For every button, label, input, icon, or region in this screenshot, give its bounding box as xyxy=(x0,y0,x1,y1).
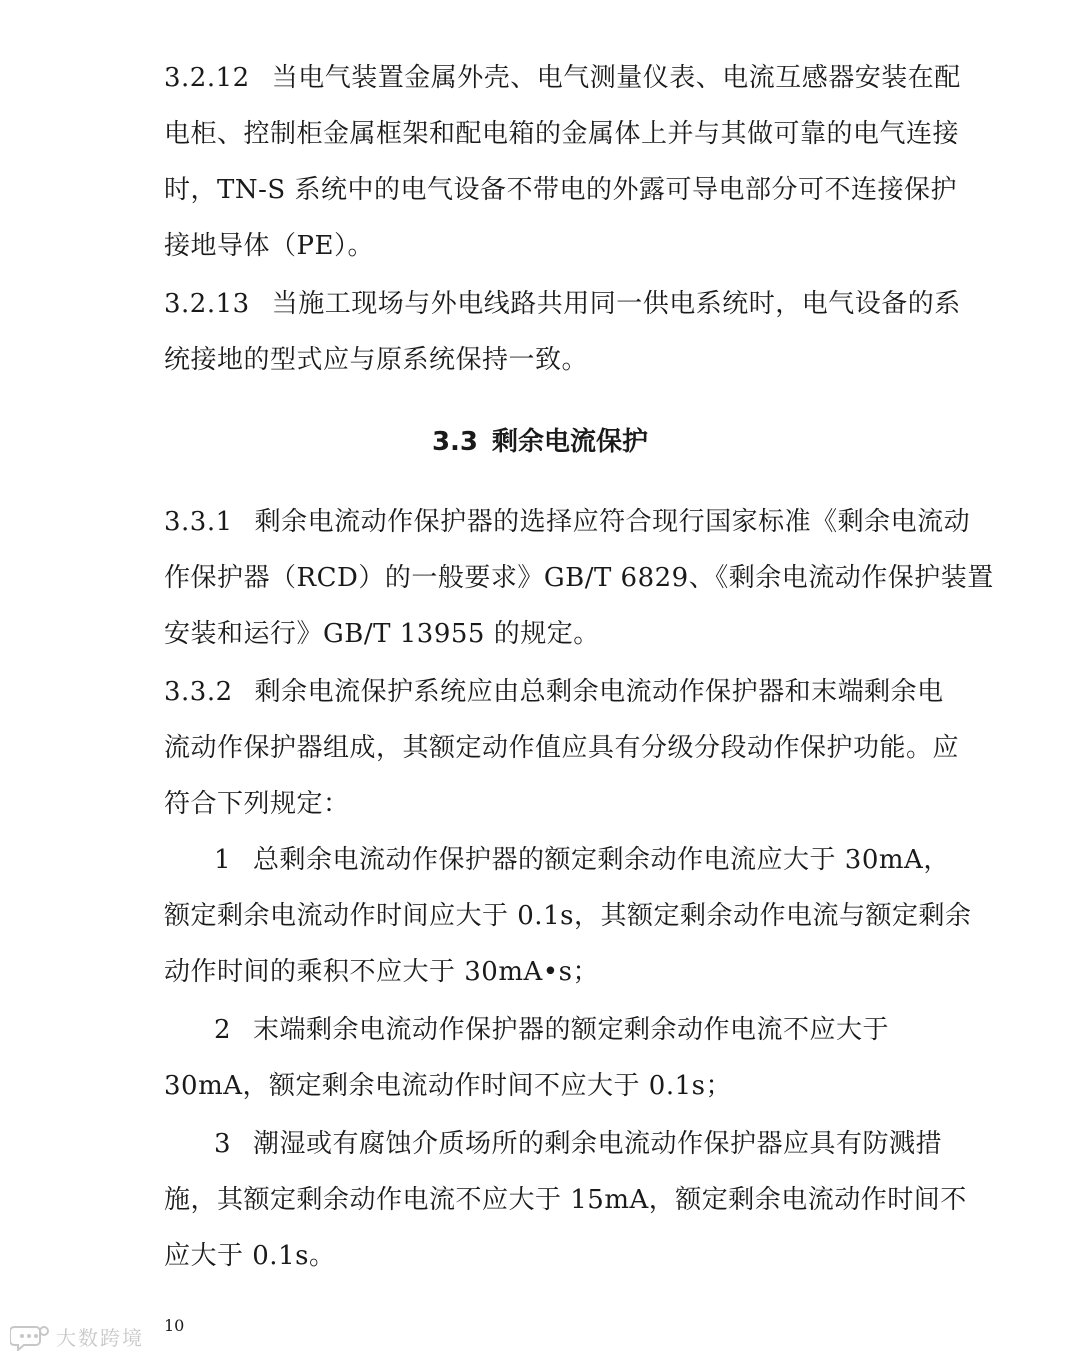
clause-3-2-12-line-1 xyxy=(164,60,961,96)
section-heading xyxy=(0,424,1080,460)
clause-text: 剩余电流动作保护器的选择应符合现行国家标准《剩余电流动 xyxy=(254,507,971,537)
section-heading-number: 3.3 xyxy=(431,427,479,457)
item-2-line-2: 30mA，额定剩余电流动作时间不应大于 0.1s； xyxy=(164,1071,732,1101)
clause-number: 3.2.12 xyxy=(164,63,250,93)
clause-text: 剩余电流保护系统应由总剩余电流动作保护器和末端剩余电 xyxy=(254,677,944,707)
clause-number: 3.3.1 xyxy=(164,507,233,537)
section-heading-title: 剩余电流保护 xyxy=(492,427,649,457)
clause-3-2-12-line-2: 电柜、控制柜金属框架和配电箱的金属体上并与其做可靠的电气连接 xyxy=(164,119,960,149)
clause-number: 3.2.13 xyxy=(164,289,250,319)
item-1-line-3: 动作时间的乘积不应大于 30mA•s； xyxy=(164,957,599,987)
clause-3-3-2-line-1 xyxy=(164,674,944,710)
item-3-line-3: 应大于 0.1s。 xyxy=(164,1241,336,1271)
clause-3-3-2-line-3: 符合下列规定： xyxy=(164,789,350,819)
item-1-line-1 xyxy=(214,842,950,878)
clause-3-2-13-line-1 xyxy=(164,286,961,322)
item-number: 2 xyxy=(214,1015,232,1045)
item-1-line-2: 额定剩余电流动作时间应大于 0.1s，其额定剩余动作电流与额定剩余 xyxy=(164,901,972,931)
chat-bubble-logo-icon xyxy=(10,1323,50,1351)
clause-3-2-13-line-2: 统接地的型式应与原系统保持一致。 xyxy=(164,345,589,375)
clause-3-3-1-line-2: 作保护器（RCD）的一般要求》GB/T 6829、《剩余电流动作保护装置 xyxy=(164,563,994,593)
item-text: 总剩余电流动作保护器的额定剩余动作电流应大于 30mA， xyxy=(253,845,950,875)
item-text: 潮湿或有腐蚀介质场所的剩余电流动作保护器应具有防溅措 xyxy=(253,1129,943,1159)
clause-text: 当施工现场与外电线路共用同一供电系统时，电气设备的系 xyxy=(271,289,961,319)
clause-number: 3.3.2 xyxy=(164,677,233,707)
item-text: 末端剩余电流动作保护器的额定剩余动作电流不应大于 xyxy=(253,1015,890,1045)
watermark-text: 大数跨境 xyxy=(56,1326,144,1350)
clause-3-3-1-line-3: 安装和运行》GB/T 13955 的规定。 xyxy=(164,619,600,649)
item-3-line-1 xyxy=(214,1126,942,1162)
item-number: 3 xyxy=(214,1129,232,1159)
clause-text: 当电气装置金属外壳、电气测量仪表、电流互感器安装在配 xyxy=(271,63,961,93)
item-2-line-1 xyxy=(214,1012,889,1048)
item-3-line-2: 施，其额定剩余动作电流不应大于 15mA，额定剩余电流动作时间不 xyxy=(164,1185,967,1215)
clause-3-3-2-line-2: 流动作保护器组成，其额定动作值应具有分级分段动作保护功能。应 xyxy=(164,733,960,763)
clause-3-2-12-line-3: 时，TN-S 系统中的电气设备不带电的外露可导电部分可不连接保护 xyxy=(164,175,957,205)
watermark xyxy=(10,1322,144,1351)
clause-3-3-1-line-1 xyxy=(164,504,970,540)
page-number: 10 xyxy=(164,1316,185,1335)
clause-3-2-12-line-4: 接地导体（PE）。 xyxy=(164,231,374,261)
item-number: 1 xyxy=(214,845,232,875)
